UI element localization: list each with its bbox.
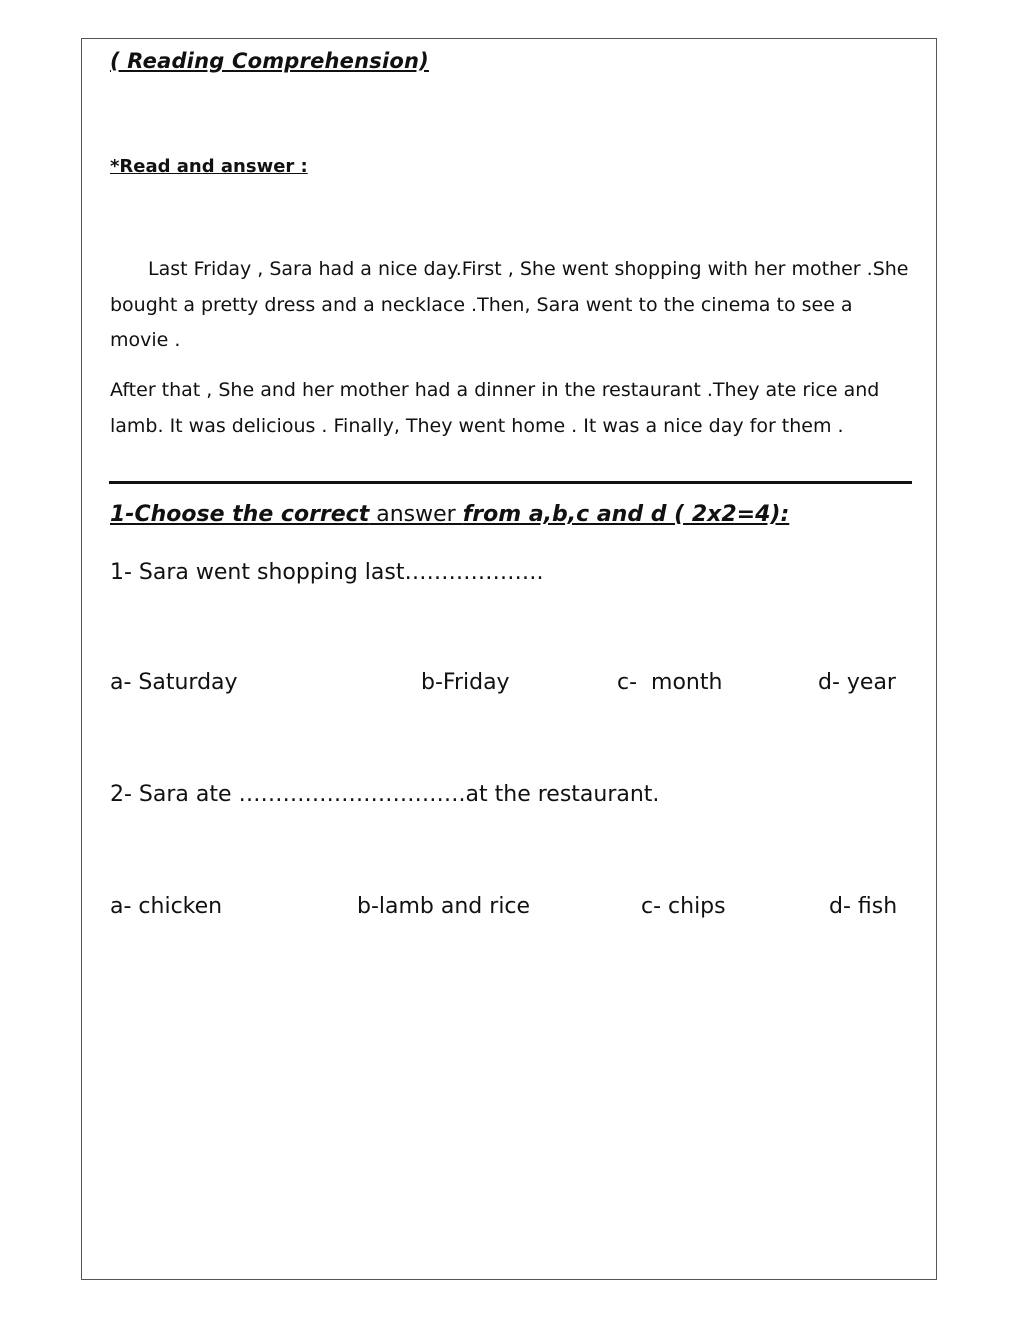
page-border <box>81 38 937 1280</box>
section-heading <box>110 502 789 527</box>
question-1-option-d[interactable]: d- year <box>818 670 896 695</box>
question-1-option-b[interactable]: b-Friday <box>421 670 510 695</box>
question-1-option-c[interactable]: c- month <box>617 670 723 695</box>
question-2-option-a[interactable]: a- chicken <box>110 894 223 919</box>
question-2-option-d[interactable]: d- fish <box>829 894 898 919</box>
section-heading-part-2: answer <box>369 502 463 527</box>
question-2-option-b[interactable]: b-lamb and rice <box>357 894 531 919</box>
passage-paragraph-2: After that , She and her mother had a dinner in the restaurant .They ate rice and lamb. It was delicious . Finally, They went home . It was a nice day for them . <box>110 379 880 437</box>
question-1: 1- Sara went shopping last………………. <box>110 560 544 585</box>
question-2-option-c[interactable]: c- chips <box>641 894 726 919</box>
instruction-label: *Read and answer : <box>110 156 308 177</box>
page-title: ( Reading Comprehension) <box>110 49 429 73</box>
section-divider <box>109 481 912 484</box>
section-heading-part-1: 1-Choose the correct <box>110 502 370 527</box>
question-1-option-a[interactable]: a- Saturday <box>110 670 238 695</box>
section-heading-part-3: from a,b,c and d ( 2x2=4): <box>462 502 790 527</box>
passage-paragraph-1: Last Friday , Sara had a nice day.First , She went shopping with her mother .She bought a pretty dress and a necklace .Then, Sara went to the cinema to see a movie . <box>110 258 909 351</box>
question-2: 2- Sara ate ………………………….at the restaurant. <box>110 782 660 807</box>
